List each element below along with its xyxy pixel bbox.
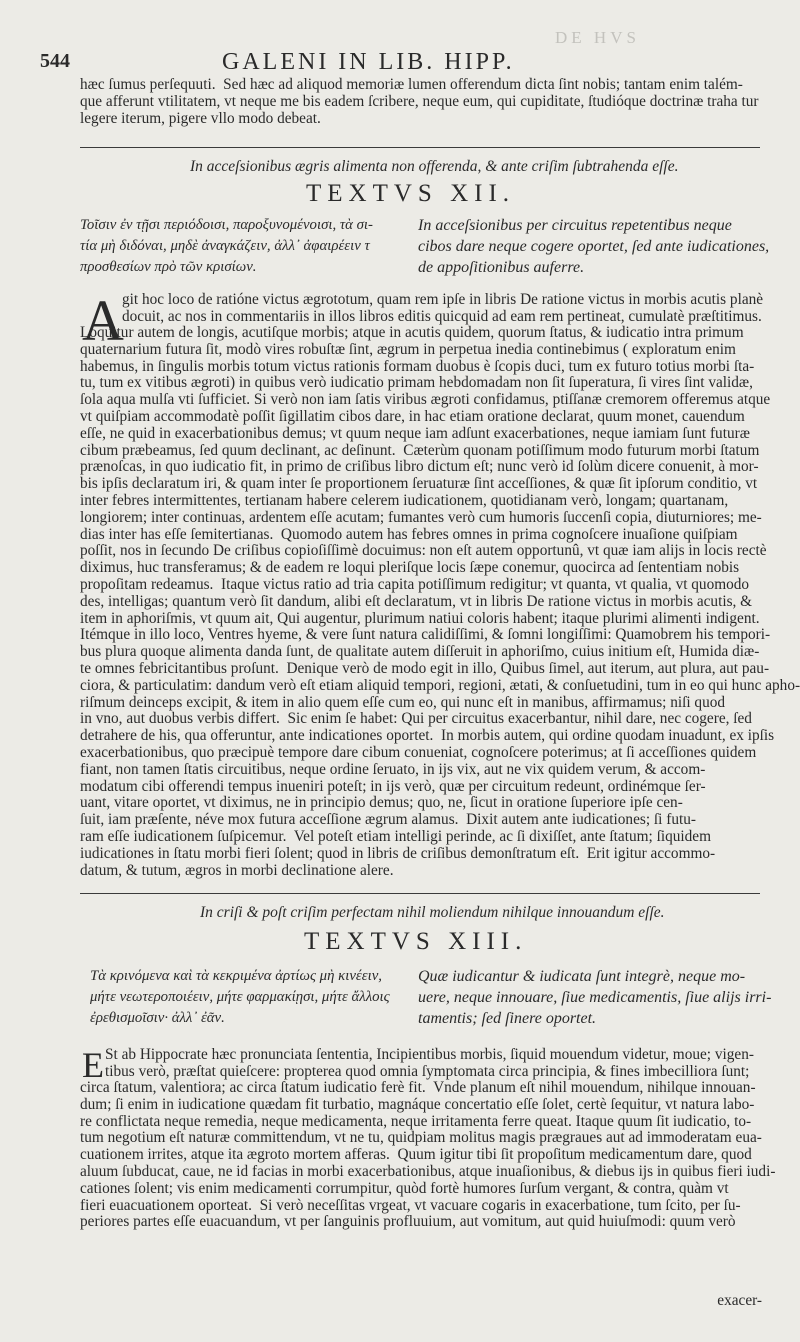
section13-heading: TEXTVS XIII. <box>304 928 528 955</box>
text-line: Quæ iudicantur & iudicata ſunt integrè, neque mo- <box>418 968 746 985</box>
text-line: eſſe, ne quid in exacerbationibus demus; vt quum neque iam adſunt exacerbationes, neque iamiam ſunt futuræ <box>80 424 750 442</box>
text-line: circa ſtatum, valentiora; ac circa ſtatum iudicatio ferè fit. Vnde planum eſt nihil mouendum, nihilque innouan- <box>80 1079 756 1096</box>
text-line: git hoc loco de ratióne victus ægrototum, quam rem ipſe in libris De ratione victus in morbis acutis planè <box>122 291 764 308</box>
text-line: τία μὴ διδόναι, μηδὲ ἀναγκάζειν, ἀλλ᾽ ἀφαιρέειν τ <box>80 238 370 254</box>
text-line: re conflictata neque remedia, neque medicamenta, neque irritamenta ferre queat. Itaque quum ſit iudicatio, to- <box>80 1112 752 1130</box>
text-line: Loquitur autem de longis, acutiſque morbis; atque in acutis quidem, quorum ſtatus, & iudicatio intra primum <box>80 324 744 341</box>
text-line: bus plura quoque alimenta danda ſunt, de qualitate autem diſſeruit in aphoriſmo, cuius initium eſt, Humida diæ- <box>80 643 760 661</box>
text-line: hæc ſumus perſequuti. Sed hæc ad aliquod memoriæ lumen offerendum dicta ſint nobis; tantam enim talém- <box>80 76 743 93</box>
text-line: fieri euacuationem oporteat. Si verò neceſſitas vrgeat, vt vacuare cogaris in exacerbatione, tum ſcito, per ſu- <box>80 1196 741 1214</box>
text-line: te omnes febricitantibus proſunt. Denique verò de modo egit in illo, Quibus ſimel, aut iterum, aut plura, aut pau- <box>80 659 770 677</box>
text-line: que afferunt vtilitatem, vt neque me bis eadem ſcribere, neque eum, qui cupiditate, ſtudióque doctrinæ traha tur <box>80 92 759 110</box>
text-line: ſuit, iam præſente, néve mox futura acceſſione ægrum alamus. Dixit autem ante iudicationes; ſi futu- <box>80 811 696 829</box>
text-line: tamentis; ſed ſinere oportet. <box>418 1010 597 1027</box>
text-line: ἐρεθισμοῖσιν· ἀλλ᾽ ἐᾶν. <box>90 1010 225 1026</box>
text-line: vt quiſpiam accommodatè poſſit ſigillatim cibos dare, in hac etiam oratione declarat, quum monet, cauendum <box>80 407 745 425</box>
text-line: Itémque in illo loco, Ventres hyeme, & vere ſunt natura calidiſſimi, & ſomni longiſſimi: Quamobrem his tempori- <box>80 626 771 644</box>
text-line: Τὰ κρινόμενα καὶ τὰ κεκριμένα ἀρτίως μὴ κινέειν, <box>90 968 382 984</box>
text-line: προσθεσίων πρὸ τῶν κρισίων. <box>80 259 257 275</box>
section12-greek-text <box>80 215 373 278</box>
running-title: GALENI IN LIB. HIPP. <box>222 49 515 75</box>
page-number: 544 <box>40 50 70 72</box>
text-line: quaternarium futura ſit, modò vires robuſtæ ſint, ægrum in perpetua inedia continebimus ( exploratum enim <box>80 340 736 358</box>
text-line: tu, tum ex vitibus ægroti) in quibus verò iudicatio primam hebdomadam non ſit ſuperatura, ſi vires ſint validæ, <box>80 374 753 392</box>
text-line: des, intelligas; quantum verò ſit dandum, alibi eſt declaratum, vt in libris De ratione victus in morbis acutis, & <box>80 592 753 610</box>
text-line: uere, neque innouare, ſiue medicamentis, ſiue alijs irri- <box>418 989 772 1006</box>
section13-caption: In criſi & poſt criſim perfectam nihil moliendum nihilque innouandum eſſe. <box>200 904 665 921</box>
text-line: prænoſcas, in quo iudicatio fit, in primo de criſibus libro dictum eſt; nunc verò id ſolùm dicere conuenit, à mor- <box>80 458 759 476</box>
text-line: fiant, non tamen ſtatis circuitibus, neque ordine ſeruato, in ijs vix, aut ne vix quidem verum, & accom- <box>80 760 706 778</box>
section12-dropcap: A <box>82 288 124 353</box>
text-line: in vno, aut duobus verbis differt. Sic enim ſe habet: Qui per circuitus exacerbantur, nihil dare, nec cogere, ſed <box>80 710 752 728</box>
text-line: St ab Hippocrate hæc pronunciata ſententia, Incipientibus morbis, ſiquid mouendum videtur, moue; vigen- <box>105 1046 754 1063</box>
text-line: In acceſsionibus per circuitus repetentibus neque <box>418 217 732 234</box>
text-line: riſmum deinceps excipit, & item in alio quem eſſe cum eo, qui nunc eſt in manibus, affirmamus; niſi quod <box>80 693 726 711</box>
section13-dropcap: E <box>82 1045 104 1085</box>
section13-body <box>80 1080 775 1231</box>
catchword: exacer- <box>717 1292 762 1309</box>
text-line: detrahere de his, qua offeruntur, ante indicationes oportet. In morbis autem, qui ordine quodam inuadunt, ex ipſis <box>80 727 775 745</box>
text-line: aluum ſubducat, caue, ne id facias in morbi exacerbationibus, atque inuaſionibus, & diebus ijs in quibus fieri iudi- <box>80 1162 776 1180</box>
text-line: uant, vitare oportet, vt diximus, ne in principio demus; quo, ne, ſicut in oratione ſuperiore ipſe cen- <box>80 794 683 812</box>
text-line: periores partes eſſe euacuandum, vt per ſanguinis profluuium, aut vomitum, aut quid huiuſmodi: quum verò <box>80 1213 736 1231</box>
text-line: tum negotium eſt naturæ committendum, vt ne tu, quidpiam molitus magis prægraues aut ad immoderatam eua- <box>80 1129 762 1147</box>
text-line: Τοῖσιν ἐν τῇσι περιόδοισι, παροξυνομένοισι, τὰ σι- <box>80 217 373 233</box>
section-divider-top <box>80 147 760 148</box>
text-line: cibos dare neque cogere oportet, ſed ante iudicationes, <box>418 238 770 255</box>
text-line: dum; ſi enim in iudicatione quædam fit turbatio, magnáque concertatio eſſe ſolet, certè ſequitur, vt natura labo- <box>80 1095 755 1113</box>
text-line: item in aphoriſmis, vt quum ait, Qui augentur, plurimum natiui coloris habent; itaque plurimi alimenti indigent. <box>80 609 760 627</box>
text-line: propoſitam redeamus. Itaque victus ratio ad tria capita potiſſimum redigitur; vt quanta, vt qualia, vt quomodo <box>80 575 750 593</box>
text-line: ciora, & particulatim: dandum verò eſt etiam aliquid tempori, regioni, ætati, & conſuetudini, tum in eo qui hunc apho- <box>80 676 800 694</box>
section12-latin-text <box>418 215 769 278</box>
text-line: diximus, huc transferamus; & de eadem re loqui pleriſque locis ſæpe conemur, quocirca ad ſententiam nobis <box>80 559 740 577</box>
text-line: inter febres intermittentes, tertianam habere celerem iudicationem, quotidianam verò, longam; quartanam, <box>80 491 729 509</box>
text-line: modatum cibi offerendi tempus inueniri poteſt; in ijs verò, quæ per circuitum redeunt, ordinémque ſer- <box>80 777 706 795</box>
text-line: legere iterum, pigere vllo modo debeat. <box>80 109 321 127</box>
text-line: longiorem; inter continuas, ardentem eſſe acutam; fumantes verò cum humoris ſuccenſi copia, diuturniores; me- <box>80 508 762 526</box>
section12-body-first <box>122 292 763 326</box>
text-line: datum, & tutum, ægros in morbi declinatione alere. <box>80 861 394 879</box>
text-line: exacerbationibus, quo præcipuè tempore dare cibum conueniat, cognoſcere poterimus; at ſi acceſſiones quidem <box>80 743 757 761</box>
text-line: ſola aqua mulſa vti ſufficiet. Si verò non iam ſatis viribus ægroti confidamus, ptiſſanæ cremorem offeremus atque <box>80 391 771 409</box>
section12-body <box>80 325 800 879</box>
text-line: tibus verò, præſtat quieſcere: propterea quod omnia ſymptomata circa principia, & fines imbecilliora ſunt; <box>105 1062 750 1080</box>
text-line: cationes ſolent; vis enim medicamenti corrumpitur, quòd fortè humores ſurſum vergant, & contra, quàm vt <box>80 1179 729 1197</box>
text-line: cibum præbeamus, ſed quum declinant, ac deſinunt. Cæterùm quonam potiſſimum modo futurum morbi ſtatum <box>80 441 760 459</box>
text-line: habemus, in ſingulis morbis totum victus rationis formam duobus è ſcopis duci, tum ex futuro totius morbi ſta- <box>80 357 755 375</box>
text-line: cuationem irrites, atque ita ægroto mortem afferas. Quum igitur tibi ſit propoſitum medicamentum dare, quod <box>80 1146 752 1164</box>
section13-greek-text <box>90 966 390 1029</box>
section13-latin-text <box>418 966 771 1029</box>
section13-body-first <box>105 1047 754 1081</box>
section-divider-middle <box>80 893 760 894</box>
text-line: poſſit, nos in ſecundo De criſibus copioſiſſimè docuimus: non eſt autem opportunû, vt quæ iam alijs in locis rectè <box>80 542 767 560</box>
text-line: μήτε νεωτεροποιέειν, μήτε φαρμακίῃσι, μήτε ἄλλοις <box>90 989 390 1005</box>
text-line: iudicationes in ſtatu morbi fieri ſolent; quod in libris de criſibus demonſtratum eſt. Erit igitur accommo- <box>80 844 716 862</box>
section12-caption: In acceſsionibus ægris alimenta non offerenda, & ante criſim ſubtrahenda eſſe. <box>190 158 679 175</box>
text-line: bis ipſis declaratum iri, & quam inter ſe proportionem ſeruaturæ ſint acceſſiones, & quæ ſit ipſorum conditio, vt <box>80 475 758 493</box>
bleed-through-text: DE HVS <box>555 28 640 47</box>
intro-paragraph <box>80 77 759 127</box>
text-line: dias inter has eſſe ſemitertianas. Quomodo autem has febres omnes in prima cognoſcere inuaſione quiſpiam <box>80 525 738 543</box>
text-line: ram eſſe iudicationem ſuſpicemur. Vel poteſt etiam intelligi perinde, ac ſi dixiſſet, ante ſtatum; ſiquidem <box>80 827 711 845</box>
text-line: de appoſitionibus auferre. <box>418 259 585 276</box>
section12-heading: TEXTVS XII. <box>306 180 516 207</box>
text-line: docuit, ac nos in commentariis in illos libros editis quicquid ad eam rem pertineat, cumulatè præſtitimus. <box>122 307 762 325</box>
